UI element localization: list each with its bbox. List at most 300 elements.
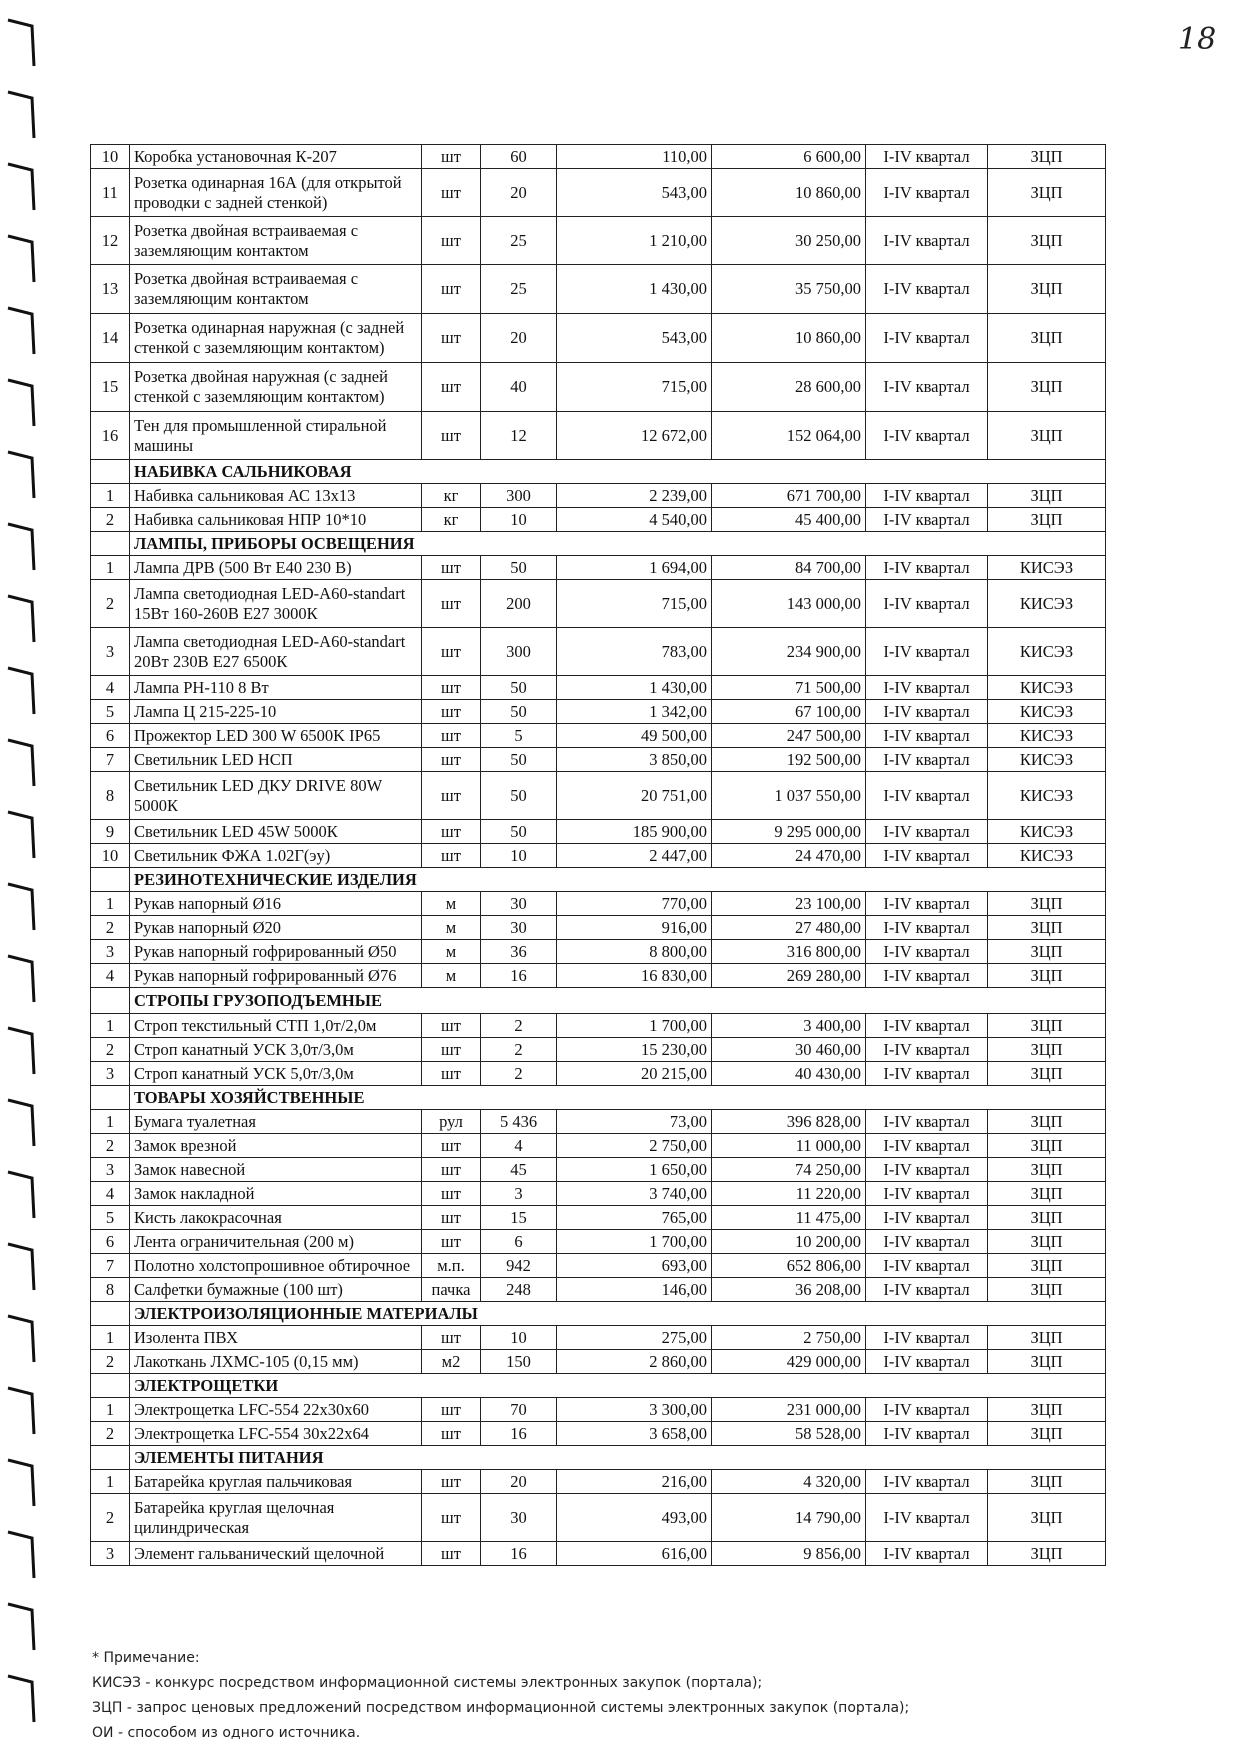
- procurement-method-cell: ЗЦП: [988, 1254, 1106, 1278]
- quantity-cell: 20: [481, 314, 557, 363]
- section-blank-cell: [91, 460, 130, 484]
- procurement-method-cell: ЗЦП: [988, 1110, 1106, 1134]
- procurement-method-cell: ЗЦП: [988, 363, 1106, 412]
- unit-cell: шт: [422, 314, 481, 363]
- table-row: [91, 1062, 1106, 1086]
- row-number-cell: 1: [91, 1014, 130, 1038]
- delivery-period-cell: I-IV квартал: [866, 1014, 988, 1038]
- table-row: [91, 1038, 1106, 1062]
- quantity-cell: 16: [481, 964, 557, 988]
- procurement-method-cell: КИСЭЗ: [988, 700, 1106, 724]
- delivery-period-cell: I-IV квартал: [866, 217, 988, 265]
- item-name-cell: Рукав напорный гофрированный Ø50: [130, 940, 422, 964]
- unit-cell: шт: [422, 628, 481, 676]
- procurement-method-cell: ЗЦП: [988, 964, 1106, 988]
- total-amount-cell: 58 528,00: [712, 1422, 866, 1446]
- procurement-method-cell: ЗЦП: [988, 1230, 1106, 1254]
- procurement-method-cell: ЗЦП: [988, 1326, 1106, 1350]
- procurement-method-cell: КИСЭЗ: [988, 676, 1106, 700]
- unit-cell: шт: [422, 676, 481, 700]
- delivery-period-cell: I-IV квартал: [866, 676, 988, 700]
- table-row: [91, 964, 1106, 988]
- procurement-method-cell: КИСЭЗ: [988, 724, 1106, 748]
- table-row: [91, 1470, 1106, 1494]
- table-row: [91, 484, 1106, 508]
- binding-mark: [8, 1604, 34, 1650]
- unit-cell: шт: [422, 748, 481, 772]
- total-amount-cell: 4 320,00: [712, 1470, 866, 1494]
- row-number-cell: 3: [91, 628, 130, 676]
- procurement-method-cell: КИСЭЗ: [988, 844, 1106, 868]
- unit-price-cell: 146,00: [557, 1278, 712, 1302]
- table-row: [91, 265, 1106, 314]
- total-amount-cell: 247 500,00: [712, 724, 866, 748]
- total-amount-cell: 269 280,00: [712, 964, 866, 988]
- item-name-cell: Коробка установочная К-207: [130, 145, 422, 169]
- row-number-cell: 2: [91, 1134, 130, 1158]
- row-number-cell: 6: [91, 1230, 130, 1254]
- table-row: [91, 1494, 1106, 1542]
- binding-mark: [8, 308, 34, 354]
- total-amount-cell: 9 856,00: [712, 1542, 866, 1566]
- unit-cell: шт: [422, 772, 481, 820]
- item-name-cell: Элемент гальванический щелочной: [130, 1542, 422, 1566]
- procurement-method-cell: ЗЦП: [988, 412, 1106, 460]
- row-number-cell: 7: [91, 1254, 130, 1278]
- unit-cell: м: [422, 940, 481, 964]
- total-amount-cell: 10 860,00: [712, 169, 866, 217]
- procurement-method-cell: ЗЦП: [988, 145, 1106, 169]
- procurement-method-cell: ЗЦП: [988, 1278, 1106, 1302]
- total-amount-cell: 35 750,00: [712, 265, 866, 314]
- total-amount-cell: 652 806,00: [712, 1254, 866, 1278]
- unit-cell: шт: [422, 724, 481, 748]
- procurement-method-cell: ЗЦП: [988, 892, 1106, 916]
- unit-cell: м: [422, 916, 481, 940]
- delivery-period-cell: I-IV квартал: [866, 1470, 988, 1494]
- delivery-period-cell: I-IV квартал: [866, 1110, 988, 1134]
- item-name-cell: Замок навесной: [130, 1158, 422, 1182]
- row-number-cell: 4: [91, 964, 130, 988]
- quantity-cell: 12: [481, 412, 557, 460]
- binding-mark: [8, 1244, 34, 1290]
- total-amount-cell: 10 200,00: [712, 1230, 866, 1254]
- unit-cell: шт: [422, 169, 481, 217]
- item-name-cell: Светильник LED ДКУ DRIVE 80W 5000К: [130, 772, 422, 820]
- delivery-period-cell: I-IV квартал: [866, 1254, 988, 1278]
- item-name-cell: Строп канатный УСК 3,0т/3,0м: [130, 1038, 422, 1062]
- procurement-method-cell: КИСЭЗ: [988, 772, 1106, 820]
- item-name-cell: Бумага туалетная: [130, 1110, 422, 1134]
- binding-mark: [8, 812, 34, 858]
- unit-price-cell: 543,00: [557, 169, 712, 217]
- procurement-method-cell: ЗЦП: [988, 1134, 1106, 1158]
- table-row: [91, 508, 1106, 532]
- unit-price-cell: 4 540,00: [557, 508, 712, 532]
- item-name-cell: Салфетки бумажные (100 шт): [130, 1278, 422, 1302]
- section-blank-cell: [91, 868, 130, 892]
- quantity-cell: 30: [481, 1494, 557, 1542]
- row-number-cell: 2: [91, 916, 130, 940]
- total-amount-cell: 9 295 000,00: [712, 820, 866, 844]
- total-amount-cell: 429 000,00: [712, 1350, 866, 1374]
- delivery-period-cell: I-IV квартал: [866, 772, 988, 820]
- unit-price-cell: 1 342,00: [557, 700, 712, 724]
- notes-line-oi: ОИ - способом из одного источника.: [92, 1725, 361, 1741]
- table-row: [91, 1398, 1106, 1422]
- item-name-cell: Рукав напорный Ø20: [130, 916, 422, 940]
- delivery-period-cell: I-IV квартал: [866, 484, 988, 508]
- total-amount-cell: 11 220,00: [712, 1182, 866, 1206]
- table-row: [91, 1182, 1106, 1206]
- quantity-cell: 45: [481, 1158, 557, 1182]
- binding-mark: [8, 1172, 34, 1218]
- delivery-period-cell: I-IV квартал: [866, 145, 988, 169]
- quantity-cell: 15: [481, 1206, 557, 1230]
- item-name-cell: Светильник LED НСП: [130, 748, 422, 772]
- unit-price-cell: 783,00: [557, 628, 712, 676]
- total-amount-cell: 234 900,00: [712, 628, 866, 676]
- row-number-cell: 3: [91, 1062, 130, 1086]
- quantity-cell: 40: [481, 363, 557, 412]
- total-amount-cell: 396 828,00: [712, 1110, 866, 1134]
- unit-price-cell: 693,00: [557, 1254, 712, 1278]
- total-amount-cell: 152 064,00: [712, 412, 866, 460]
- total-amount-cell: 192 500,00: [712, 748, 866, 772]
- binding-mark: [8, 884, 34, 930]
- unit-cell: шт: [422, 1014, 481, 1038]
- unit-cell: шт: [422, 1230, 481, 1254]
- delivery-period-cell: I-IV квартал: [866, 1542, 988, 1566]
- procurement-method-cell: ЗЦП: [988, 1206, 1106, 1230]
- total-amount-cell: 143 000,00: [712, 580, 866, 628]
- unit-price-cell: 2 239,00: [557, 484, 712, 508]
- delivery-period-cell: I-IV квартал: [866, 1278, 988, 1302]
- row-number-cell: 1: [91, 1470, 130, 1494]
- binding-mark: [8, 956, 34, 1002]
- delivery-period-cell: I-IV квартал: [866, 1494, 988, 1542]
- unit-price-cell: 1 210,00: [557, 217, 712, 265]
- table-row: [91, 145, 1106, 169]
- procurement-method-cell: ЗЦП: [988, 940, 1106, 964]
- row-number-cell: 10: [91, 145, 130, 169]
- item-name-cell: Лампа светодиодная LED-A60-standart 20Вт 230В Е27 6500К: [130, 628, 422, 676]
- unit-cell: шт: [422, 1062, 481, 1086]
- item-name-cell: Кисть лакокрасочная: [130, 1206, 422, 1230]
- total-amount-cell: 24 470,00: [712, 844, 866, 868]
- unit-price-cell: 1 694,00: [557, 556, 712, 580]
- procurement-method-cell: ЗЦП: [988, 265, 1106, 314]
- table-row: [91, 676, 1106, 700]
- unit-cell: м.п.: [422, 1254, 481, 1278]
- unit-cell: кг: [422, 508, 481, 532]
- total-amount-cell: 1 037 550,00: [712, 772, 866, 820]
- item-name-cell: Рукав напорный Ø16: [130, 892, 422, 916]
- section-blank-cell: [91, 532, 130, 556]
- delivery-period-cell: I-IV квартал: [866, 1062, 988, 1086]
- unit-cell: м: [422, 964, 481, 988]
- row-number-cell: 1: [91, 484, 130, 508]
- total-amount-cell: 30 250,00: [712, 217, 866, 265]
- unit-price-cell: 2 750,00: [557, 1134, 712, 1158]
- item-name-cell: Лампа ДРВ (500 Вт Е40 230 В): [130, 556, 422, 580]
- row-number-cell: 11: [91, 169, 130, 217]
- procurement-method-cell: ЗЦП: [988, 508, 1106, 532]
- table-row: [91, 700, 1106, 724]
- binding-mark: [8, 92, 34, 138]
- row-number-cell: 8: [91, 1278, 130, 1302]
- table-row: [91, 772, 1106, 820]
- quantity-cell: 50: [481, 748, 557, 772]
- unit-price-cell: 3 740,00: [557, 1182, 712, 1206]
- unit-price-cell: 2 860,00: [557, 1350, 712, 1374]
- binding-mark: [8, 1532, 34, 1578]
- row-number-cell: 13: [91, 265, 130, 314]
- unit-price-cell: 3 300,00: [557, 1398, 712, 1422]
- total-amount-cell: 67 100,00: [712, 700, 866, 724]
- row-number-cell: 3: [91, 1542, 130, 1566]
- unit-price-cell: 1 700,00: [557, 1014, 712, 1038]
- unit-cell: рул: [422, 1110, 481, 1134]
- binding-mark: [8, 1100, 34, 1146]
- total-amount-cell: 84 700,00: [712, 556, 866, 580]
- unit-cell: шт: [422, 1398, 481, 1422]
- row-number-cell: 1: [91, 556, 130, 580]
- unit-price-cell: 543,00: [557, 314, 712, 363]
- procurement-method-cell: ЗЦП: [988, 1062, 1106, 1086]
- quantity-cell: 2: [481, 1014, 557, 1038]
- unit-price-cell: 20 751,00: [557, 772, 712, 820]
- notes-line-zcp: ЗЦП - запрос ценовых предложений посредством информационной системы электронных закупок (портала);: [92, 1700, 910, 1716]
- table-row: [91, 556, 1106, 580]
- item-name-cell: Набивка сальниковая АС 13х13: [130, 484, 422, 508]
- unit-cell: пачка: [422, 1278, 481, 1302]
- total-amount-cell: 30 460,00: [712, 1038, 866, 1062]
- total-amount-cell: 71 500,00: [712, 676, 866, 700]
- total-amount-cell: 6 600,00: [712, 145, 866, 169]
- quantity-cell: 4: [481, 1134, 557, 1158]
- row-number-cell: 2: [91, 1494, 130, 1542]
- total-amount-cell: 36 208,00: [712, 1278, 866, 1302]
- row-number-cell: 14: [91, 314, 130, 363]
- delivery-period-cell: I-IV квартал: [866, 1206, 988, 1230]
- unit-cell: кг: [422, 484, 481, 508]
- row-number-cell: 8: [91, 772, 130, 820]
- unit-cell: шт: [422, 1158, 481, 1182]
- binding-mark: [8, 164, 34, 210]
- procurement-table: [90, 144, 1106, 1566]
- row-number-cell: 2: [91, 508, 130, 532]
- unit-price-cell: 916,00: [557, 916, 712, 940]
- delivery-period-cell: I-IV квартал: [866, 940, 988, 964]
- row-number-cell: 3: [91, 1158, 130, 1182]
- total-amount-cell: 2 750,00: [712, 1326, 866, 1350]
- section-title: СТРОПЫ ГРУЗОПОДЪЕМНЫЕ: [130, 988, 1106, 1014]
- quantity-cell: 6: [481, 1230, 557, 1254]
- section-header-row: [91, 1446, 1106, 1470]
- delivery-period-cell: I-IV квартал: [866, 314, 988, 363]
- unit-cell: шт: [422, 820, 481, 844]
- delivery-period-cell: I-IV квартал: [866, 820, 988, 844]
- item-name-cell: Замок врезной: [130, 1134, 422, 1158]
- row-number-cell: 15: [91, 363, 130, 412]
- delivery-period-cell: I-IV квартал: [866, 748, 988, 772]
- item-name-cell: Розетка двойная встраиваемая с заземляющим контактом: [130, 217, 422, 265]
- delivery-period-cell: I-IV квартал: [866, 265, 988, 314]
- item-name-cell: Розетка одинарная 16А (для открытой проводки с задней стенкой): [130, 169, 422, 217]
- item-name-cell: Электрощетка LFC-554 30х22х64: [130, 1422, 422, 1446]
- unit-price-cell: 1 430,00: [557, 676, 712, 700]
- notes-line-kisez: КИСЭЗ - конкурс посредством информационной системы электронных закупок (портала);: [92, 1675, 763, 1691]
- binding-edge-marks: [4, 10, 44, 1750]
- item-name-cell: Электрощетка LFC-554 22х30х60: [130, 1398, 422, 1422]
- unit-price-cell: 2 447,00: [557, 844, 712, 868]
- unit-cell: шт: [422, 363, 481, 412]
- row-number-cell: 1: [91, 1110, 130, 1134]
- unit-cell: шт: [422, 580, 481, 628]
- delivery-period-cell: I-IV квартал: [866, 628, 988, 676]
- quantity-cell: 2: [481, 1062, 557, 1086]
- item-name-cell: Лампа светодиодная LED-A60-standart 15Вт 160-260В Е27 3000К: [130, 580, 422, 628]
- section-header-row: [91, 1086, 1106, 1110]
- table-row: [91, 580, 1106, 628]
- notes-title: * Примечание:: [92, 1650, 200, 1666]
- unit-cell: шт: [422, 1494, 481, 1542]
- unit-cell: шт: [422, 412, 481, 460]
- unit-price-cell: 616,00: [557, 1542, 712, 1566]
- table-row: [91, 1422, 1106, 1446]
- table-row: [91, 820, 1106, 844]
- binding-mark: [8, 1028, 34, 1074]
- row-number-cell: 1: [91, 1326, 130, 1350]
- quantity-cell: 50: [481, 772, 557, 820]
- section-header-row: [91, 1302, 1106, 1326]
- unit-price-cell: 715,00: [557, 580, 712, 628]
- unit-price-cell: 715,00: [557, 363, 712, 412]
- table-row: [91, 412, 1106, 460]
- table-row: [91, 363, 1106, 412]
- delivery-period-cell: I-IV квартал: [866, 724, 988, 748]
- quantity-cell: 10: [481, 508, 557, 532]
- item-name-cell: Набивка сальниковая НПР 10*10: [130, 508, 422, 532]
- binding-mark: [8, 1388, 34, 1434]
- section-blank-cell: [91, 1446, 130, 1470]
- total-amount-cell: 11 475,00: [712, 1206, 866, 1230]
- procurement-method-cell: ЗЦП: [988, 484, 1106, 508]
- unit-cell: шт: [422, 1038, 481, 1062]
- quantity-cell: 2: [481, 1038, 557, 1062]
- table-row: [91, 1134, 1106, 1158]
- delivery-period-cell: I-IV квартал: [866, 1326, 988, 1350]
- delivery-period-cell: I-IV квартал: [866, 580, 988, 628]
- procurement-method-cell: ЗЦП: [988, 1014, 1106, 1038]
- procurement-method-cell: ЗЦП: [988, 314, 1106, 363]
- quantity-cell: 50: [481, 556, 557, 580]
- quantity-cell: 25: [481, 265, 557, 314]
- delivery-period-cell: I-IV квартал: [866, 1182, 988, 1206]
- delivery-period-cell: I-IV квартал: [866, 1038, 988, 1062]
- table-row: [91, 1110, 1106, 1134]
- item-name-cell: Лакоткань ЛХМС-105 (0,15 мм): [130, 1350, 422, 1374]
- procurement-method-cell: ЗЦП: [988, 1158, 1106, 1182]
- table-row: [91, 628, 1106, 676]
- item-name-cell: Изолента ПВХ: [130, 1326, 422, 1350]
- delivery-period-cell: I-IV квартал: [866, 1134, 988, 1158]
- quantity-cell: 16: [481, 1542, 557, 1566]
- section-blank-cell: [91, 1302, 130, 1326]
- item-name-cell: Розетка одинарная наружная (с задней стенкой с заземляющим контактом): [130, 314, 422, 363]
- delivery-period-cell: I-IV квартал: [866, 700, 988, 724]
- quantity-cell: 10: [481, 844, 557, 868]
- delivery-period-cell: I-IV квартал: [866, 508, 988, 532]
- table-row: [91, 1326, 1106, 1350]
- procurement-method-cell: ЗЦП: [988, 1350, 1106, 1374]
- unit-cell: шт: [422, 1326, 481, 1350]
- unit-price-cell: 1 430,00: [557, 265, 712, 314]
- section-title: ЛАМПЫ, ПРИБОРЫ ОСВЕЩЕНИЯ: [130, 532, 1106, 556]
- unit-price-cell: 770,00: [557, 892, 712, 916]
- unit-price-cell: 1 650,00: [557, 1158, 712, 1182]
- quantity-cell: 150: [481, 1350, 557, 1374]
- procurement-method-cell: ЗЦП: [988, 1542, 1106, 1566]
- row-number-cell: 16: [91, 412, 130, 460]
- row-number-cell: 6: [91, 724, 130, 748]
- unit-price-cell: 275,00: [557, 1326, 712, 1350]
- binding-mark: [8, 236, 34, 282]
- page-number: 18: [1178, 22, 1217, 57]
- binding-mark: [8, 20, 34, 66]
- unit-price-cell: 493,00: [557, 1494, 712, 1542]
- row-number-cell: 1: [91, 1398, 130, 1422]
- item-name-cell: Батарейка круглая пальчиковая: [130, 1470, 422, 1494]
- section-blank-cell: [91, 988, 130, 1014]
- quantity-cell: 16: [481, 1422, 557, 1446]
- procurement-method-cell: ЗЦП: [988, 1182, 1106, 1206]
- total-amount-cell: 671 700,00: [712, 484, 866, 508]
- unit-price-cell: 16 830,00: [557, 964, 712, 988]
- unit-cell: шт: [422, 1182, 481, 1206]
- row-number-cell: 4: [91, 1182, 130, 1206]
- quantity-cell: 50: [481, 700, 557, 724]
- unit-cell: шт: [422, 1542, 481, 1566]
- row-number-cell: 2: [91, 1350, 130, 1374]
- quantity-cell: 30: [481, 916, 557, 940]
- binding-mark: [8, 596, 34, 642]
- quantity-cell: 50: [481, 820, 557, 844]
- table-row: [91, 1206, 1106, 1230]
- item-name-cell: Строп текстильный СТП 1,0т/2,0м: [130, 1014, 422, 1038]
- delivery-period-cell: I-IV квартал: [866, 169, 988, 217]
- total-amount-cell: 74 250,00: [712, 1158, 866, 1182]
- row-number-cell: 2: [91, 1422, 130, 1446]
- section-title: ТОВАРЫ ХОЗЯЙСТВЕННЫЕ: [130, 1086, 1106, 1110]
- unit-price-cell: 216,00: [557, 1470, 712, 1494]
- table-row: [91, 1542, 1106, 1566]
- item-name-cell: Светильник LED 45W 5000К: [130, 820, 422, 844]
- procurement-method-cell: КИСЭЗ: [988, 820, 1106, 844]
- section-header-row: [91, 868, 1106, 892]
- unit-price-cell: 8 800,00: [557, 940, 712, 964]
- total-amount-cell: 27 480,00: [712, 916, 866, 940]
- quantity-cell: 300: [481, 484, 557, 508]
- item-name-cell: Прожектор LED 300 W 6500K IP65: [130, 724, 422, 748]
- unit-cell: м2: [422, 1350, 481, 1374]
- table-row: [91, 1158, 1106, 1182]
- row-number-cell: 3: [91, 940, 130, 964]
- item-name-cell: Розетка двойная наружная (с задней стенкой с заземляющим контактом): [130, 363, 422, 412]
- quantity-cell: 30: [481, 892, 557, 916]
- delivery-period-cell: I-IV квартал: [866, 1230, 988, 1254]
